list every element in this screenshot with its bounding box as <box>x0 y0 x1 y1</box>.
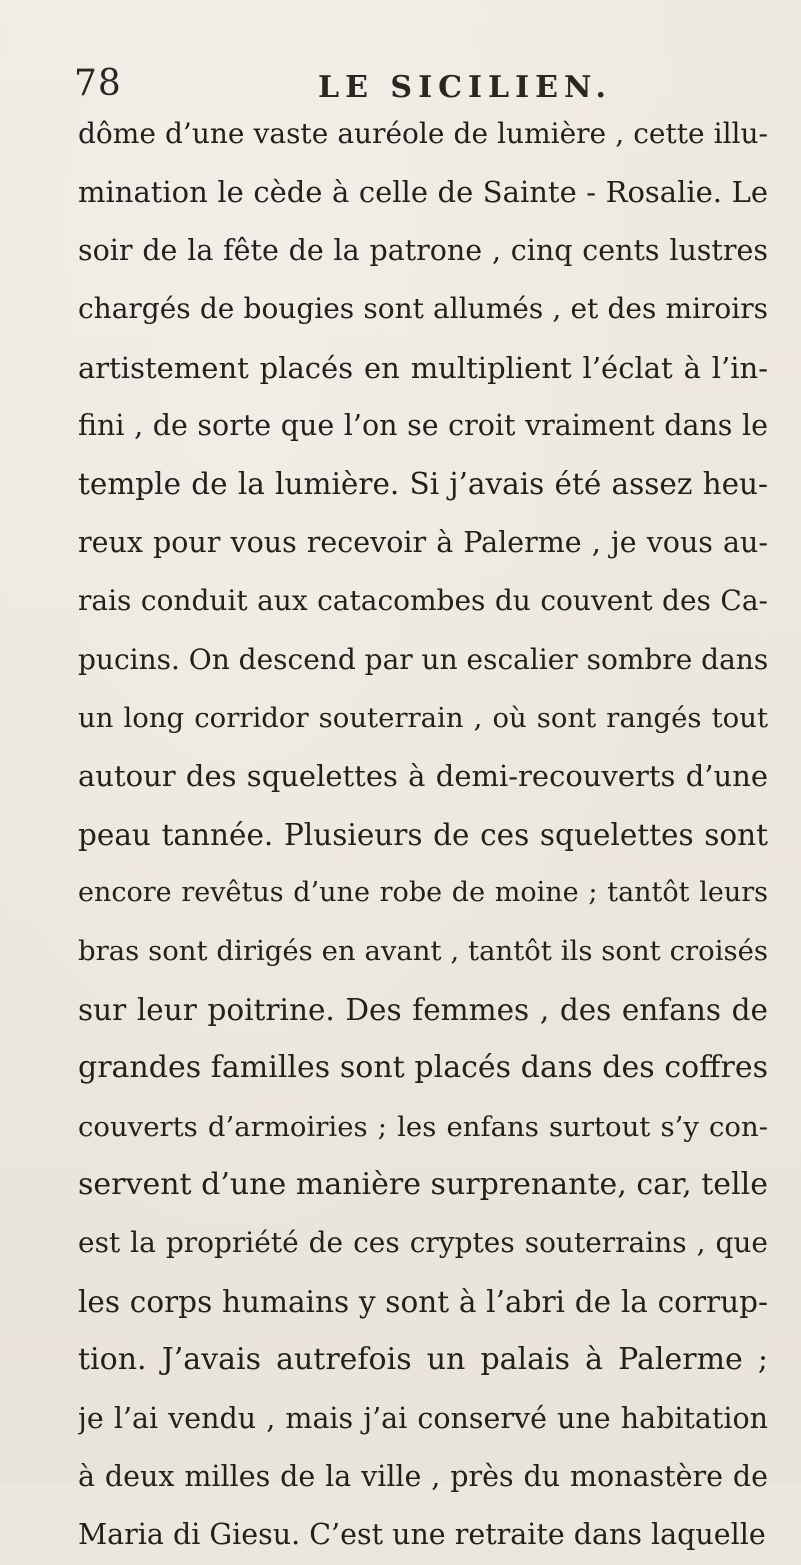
text-line: fini , de sorte que l’on se croit vraiment dans le <box>78 408 768 442</box>
text-line: je l’ai vendu , mais j’ai conservé une habitation <box>78 1401 768 1435</box>
text-line: encore revêtus d’une robe de moine ; tantôt leurs <box>78 877 768 909</box>
text-line: autour des squelettes à demi-recouverts d’une <box>78 759 768 794</box>
text-line: couverts d’armoiries ; les enfans surtout s’y con- <box>78 1110 768 1143</box>
text-line: mination le cède à celle de Sainte - Rosalie. Le <box>78 175 768 210</box>
text-line: temple de la lumière. Si j’avais été assez heu- <box>78 467 768 502</box>
text-line: chargés de bougies sont allumés , et des miroirs <box>78 292 768 326</box>
page-number: 78 <box>74 63 122 104</box>
text-line: à deux milles de la ville , près du monastère de <box>78 1459 768 1493</box>
text-line: est la propriété de ces cryptes souterrains , que <box>78 1226 768 1260</box>
running-title: LE SICILIEN. <box>318 70 612 105</box>
text-line: servent d’une manière surprenante, car, telle <box>78 1167 768 1203</box>
text-line: grandes familles sont placés dans des coffres <box>78 1050 768 1086</box>
text-line: pucins. On descend par un escalier sombre dans <box>78 642 768 676</box>
text-line: dôme d’une vaste auréole de lumière , cette illu- <box>78 117 768 150</box>
text-line: peau tannée. Plusieurs de ces squelettes sont <box>78 817 768 852</box>
text-line: sur leur poitrine. Des femmes , des enfans de <box>78 992 768 1027</box>
text-line: reux pour vous recevoir à Palerme , je vous au- <box>78 525 768 559</box>
text-line: bras sont dirigés en avant , tantôt ils sont croisés <box>78 935 768 968</box>
text-line: les corps humains y sont à l’abri de la corrup- <box>78 1284 768 1319</box>
text-line: soir de la fête de la patrone , cinq cents lustres <box>78 233 768 267</box>
body-text <box>78 105 768 1565</box>
text-line: artistement placés en multiplient l’éclat à l’in- <box>78 350 768 385</box>
text-line: tion. J’avais autrefois un palais à Palerme ; <box>78 1342 768 1378</box>
text-line: un long corridor souterrain , où sont rangés tout <box>78 701 768 734</box>
text-line: Maria di Giesu. C’est une retraite dans laquelle <box>78 1518 766 1552</box>
text-line: rais conduit aux catacombes du couvent des Ca- <box>78 584 768 618</box>
